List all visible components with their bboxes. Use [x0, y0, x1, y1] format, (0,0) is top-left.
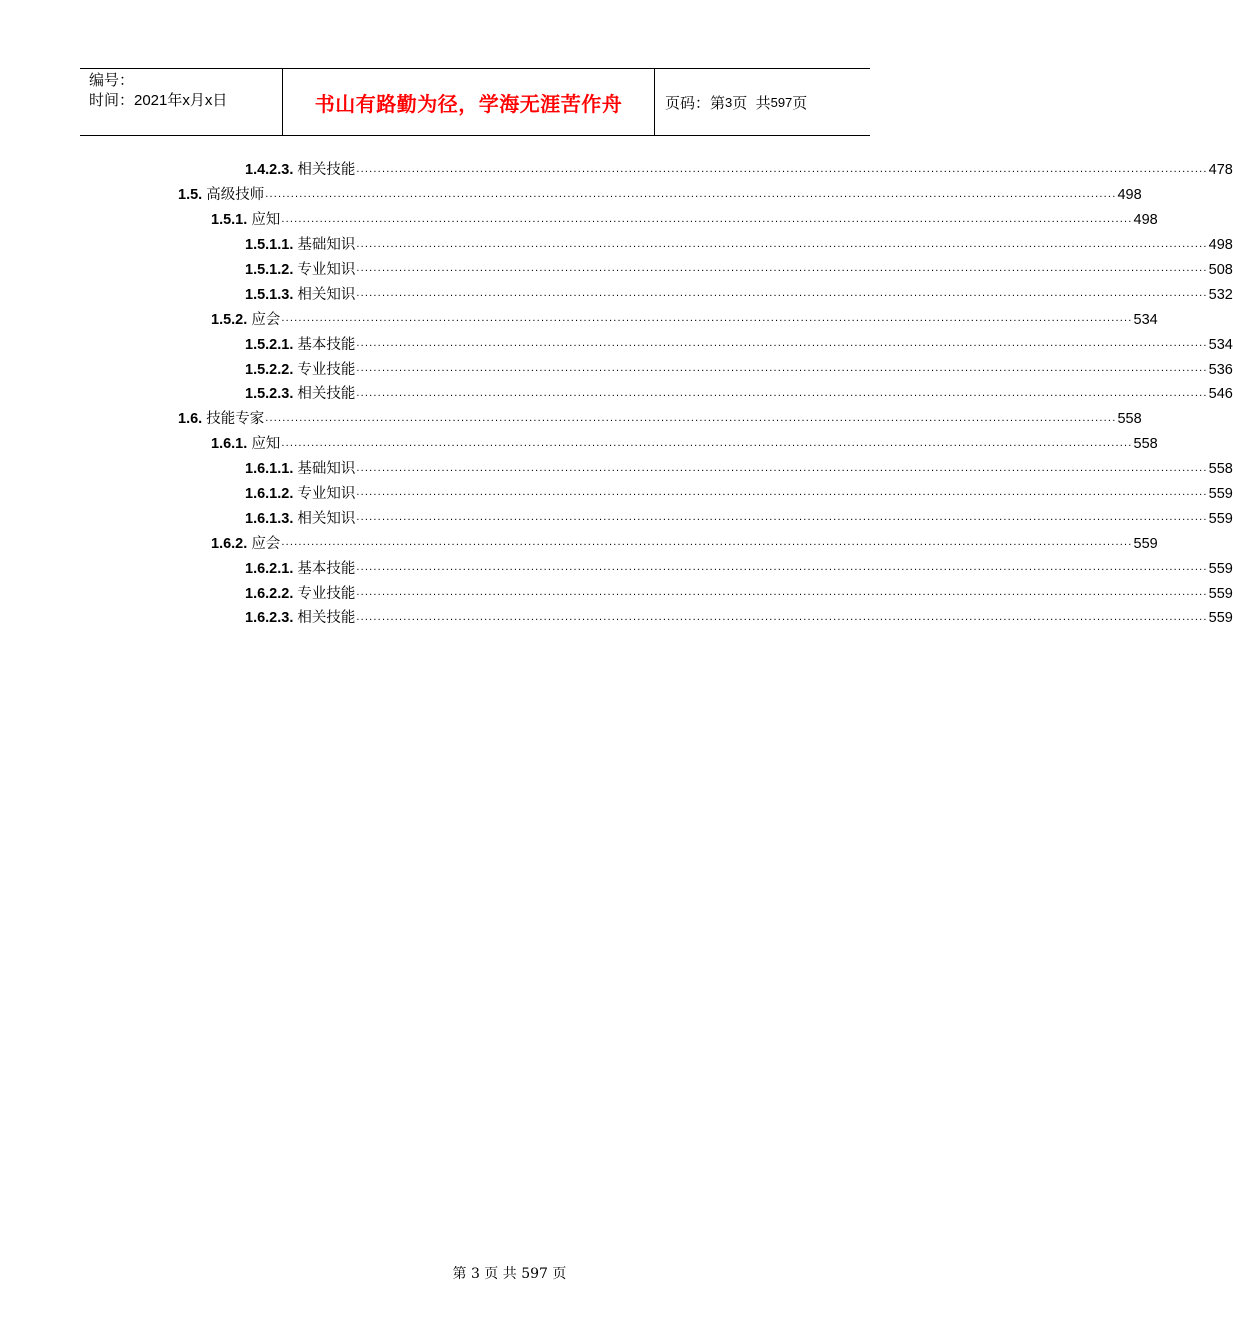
toc-entry[interactable] [0, 531, 1158, 556]
toc-entry-page: 498 [1117, 187, 1142, 204]
toc-entry[interactable] [0, 183, 1142, 208]
toc-entry-title: 相关知识 [297, 510, 356, 527]
toc-entry[interactable] [0, 332, 1233, 357]
header-page-info [655, 69, 870, 135]
toc-entry-page: 534 [1133, 311, 1158, 328]
time-label: 时间：2021年x月x日 [89, 92, 228, 109]
toc-entry-number: 1.5.2.3. [245, 386, 294, 403]
toc-entry[interactable] [0, 282, 1233, 307]
toc-entry-number: 1.6.1.1. [245, 461, 294, 478]
toc-entry-title: 应知 [251, 436, 281, 453]
toc-dot-leader: ........................................................................................................................................................................................................ [356, 237, 1208, 250]
toc-entry[interactable] [0, 208, 1158, 233]
toc-entry-number: 1.6.2.3. [245, 610, 294, 627]
toc-entry-title: 应会 [251, 311, 281, 328]
toc-entry[interactable] [0, 506, 1233, 531]
toc-dot-leader: ........................................................................................................................................................................................................ [356, 262, 1208, 275]
page-total: 597 [770, 94, 793, 110]
toc-entry-number: 1.6.2. [211, 535, 248, 552]
toc-entry-title: 应知 [251, 212, 281, 229]
toc-entry-number: 1.5.1.2. [245, 262, 294, 278]
toc-entry[interactable] [0, 581, 1233, 606]
toc-entry[interactable] [0, 482, 1233, 507]
code-label: 编号： [89, 72, 135, 89]
page-current: 3 [725, 94, 733, 110]
toc-dot-leader: ........................................................................................................................................................................................................ [356, 362, 1208, 375]
toc-entry-page: 498 [1133, 212, 1158, 229]
toc-entry-number: 1.6. [178, 411, 203, 428]
toc-dot-leader: ........................................................................................................................................................................................................ [356, 561, 1208, 574]
toc-dot-leader: ........................................................................................................................................................................................................ [356, 162, 1208, 175]
toc-entry-number: 1.5.1.3. [245, 286, 294, 303]
toc-entry-page: 558 [1133, 436, 1158, 453]
toc-entry-page: 546 [1208, 386, 1233, 403]
toc-entry-page: 532 [1208, 286, 1233, 303]
toc-entry-number: 1.5. [178, 187, 203, 204]
toc-entry[interactable] [0, 457, 1233, 482]
toc-entry[interactable] [0, 407, 1142, 432]
toc-entry-number: 1.5.2. [211, 311, 248, 328]
toc-entry-title: 专业知识 [297, 486, 356, 503]
page-header [80, 68, 870, 136]
toc-entry-number: 1.5.1.1. [245, 237, 294, 254]
toc-entry-page: 559 [1208, 510, 1233, 527]
toc-dot-leader: ........................................................................................................................................................................................................ [281, 312, 1133, 325]
toc-entry-title: 相关技能 [297, 610, 356, 627]
page-middle: 页 共 [732, 94, 771, 112]
toc-entry-page: 559 [1208, 560, 1233, 577]
toc-entry-title: 相关知识 [297, 286, 356, 303]
toc-entry[interactable] [0, 606, 1233, 631]
toc-dot-leader: ........................................................................................................................................................................................................ [356, 610, 1208, 623]
toc-entry-title: 基本技能 [297, 560, 356, 577]
toc-dot-leader: ........................................................................................................................................................................................................ [265, 187, 1117, 200]
table-of-contents [0, 158, 1233, 631]
toc-entry-page: 559 [1208, 486, 1233, 503]
toc-entry[interactable] [0, 258, 1233, 283]
toc-entry-page: 558 [1208, 461, 1233, 478]
toc-entry[interactable] [0, 357, 1233, 382]
toc-entry-page: 558 [1117, 411, 1142, 428]
toc-entry-number: 1.4.2.3. [245, 162, 294, 179]
toc-dot-leader: ........................................................................................................................................................................................................ [265, 411, 1117, 424]
toc-entry-title: 基础知识 [297, 461, 356, 478]
toc-entry[interactable] [0, 432, 1158, 457]
page-suffix: 页 [792, 94, 808, 112]
toc-entry-title: 相关技能 [297, 386, 356, 403]
toc-dot-leader: ........................................................................................................................................................................................................ [281, 536, 1133, 549]
toc-entry-page: 559 [1133, 535, 1158, 552]
toc-entry-number: 1.5.2.2. [245, 361, 294, 378]
toc-entry-page: 559 [1208, 585, 1233, 602]
toc-dot-leader: ........................................................................................................................................................................................................ [356, 461, 1208, 474]
toc-entry-page: 508 [1208, 262, 1233, 278]
toc-entry-title: 专业知识 [297, 262, 356, 278]
header-meta [80, 69, 282, 135]
toc-entry-number: 1.6.1. [211, 436, 248, 453]
toc-entry-title: 基本技能 [297, 336, 356, 353]
toc-entry-number: 1.6.2.2. [245, 585, 294, 602]
header-motto: 书山有路勤为径，学海无涯苦作舟 [282, 69, 655, 135]
toc-dot-leader: ........................................................................................................................................................................................................ [281, 212, 1133, 225]
toc-entry[interactable] [0, 307, 1158, 332]
toc-entry-page: 534 [1208, 336, 1233, 353]
toc-entry[interactable] [0, 382, 1233, 407]
toc-dot-leader: ........................................................................................................................................................................................................ [356, 337, 1208, 350]
toc-dot-leader: ........................................................................................................................................................................................................ [356, 287, 1208, 300]
toc-entry-page: 559 [1208, 610, 1233, 627]
toc-entry-title: 专业技能 [297, 361, 356, 378]
toc-dot-leader: ........................................................................................................................................................................................................ [356, 586, 1208, 599]
toc-entry-number: 1.6.1.2. [245, 486, 294, 503]
toc-dot-leader: ........................................................................................................................................................................................................ [356, 486, 1208, 499]
toc-entry[interactable] [0, 158, 1233, 183]
toc-entry-title: 基础知识 [297, 237, 356, 254]
toc-entry-number: 1.5.1. [211, 212, 248, 229]
toc-entry-page: 536 [1208, 361, 1233, 378]
toc-entry-page: 478 [1208, 162, 1233, 179]
toc-entry[interactable] [0, 233, 1233, 258]
toc-dot-leader: ........................................................................................................................................................................................................ [281, 436, 1133, 449]
toc-dot-leader: ........................................................................................................................................................................................................ [356, 386, 1208, 399]
toc-entry-page: 498 [1208, 237, 1233, 254]
toc-dot-leader: ........................................................................................................................................................................................................ [356, 511, 1208, 524]
toc-entry-title: 专业技能 [297, 585, 356, 602]
toc-entry-number: 1.6.1.3. [245, 510, 294, 527]
toc-entry-title: 高级技师 [206, 187, 265, 204]
page-footer [0, 1247, 950, 1283]
toc-entry-title: 技能专家 [206, 411, 265, 428]
toc-entry-title: 应会 [251, 535, 281, 552]
toc-entry-title: 相关技能 [297, 162, 356, 179]
page-prefix: 页码：第 [665, 94, 726, 112]
toc-entry-number: 1.5.2.1. [245, 336, 294, 353]
footer-page-number: 第 3 页 共 597 页 [452, 1266, 567, 1282]
toc-entry[interactable] [0, 556, 1233, 581]
toc-entry-number: 1.6.2.1. [245, 560, 294, 577]
